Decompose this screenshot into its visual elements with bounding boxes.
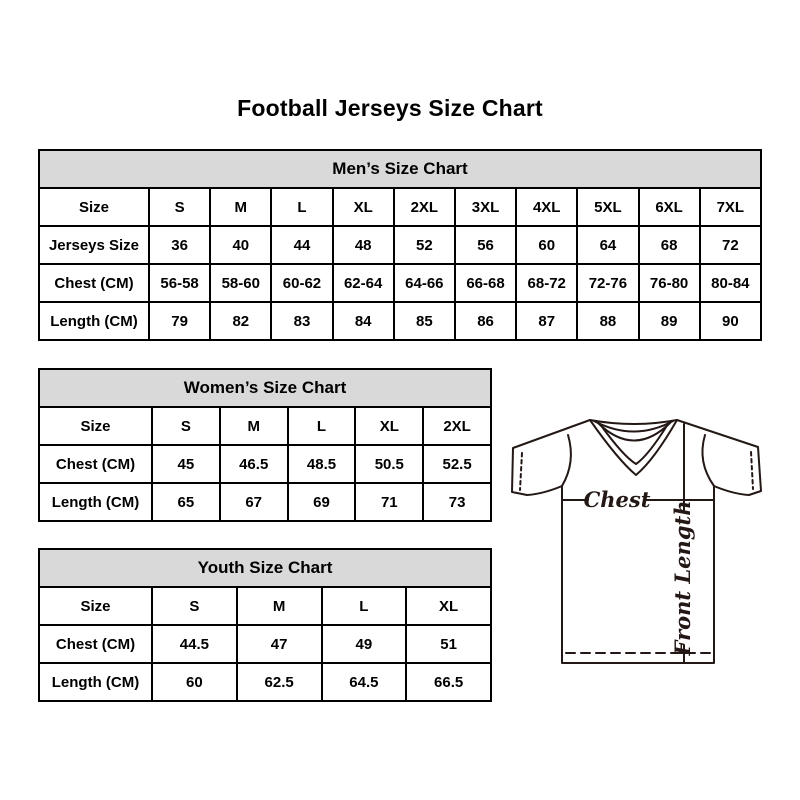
value-cell: 2XL <box>423 407 491 445</box>
value-cell: 68-72 <box>516 264 577 302</box>
row-label-cell: Size <box>39 587 152 625</box>
row-label-cell: Chest (CM) <box>39 445 152 483</box>
value-cell: 51 <box>406 625 491 663</box>
row-label-cell: Length (CM) <box>39 302 149 340</box>
value-cell: 88 <box>577 302 638 340</box>
value-cell: 60-62 <box>271 264 332 302</box>
value-cell: 60 <box>516 226 577 264</box>
value-cell: 69 <box>288 483 356 521</box>
table-row <box>39 188 761 226</box>
value-cell: XL <box>355 407 423 445</box>
value-cell: M <box>220 407 288 445</box>
table-title: Youth Size Chart <box>39 549 491 587</box>
value-cell: 36 <box>149 226 210 264</box>
value-cell: 90 <box>700 302 761 340</box>
page-title: Football Jerseys Size Chart <box>237 95 543 121</box>
value-cell: S <box>152 407 220 445</box>
table-row <box>39 407 491 445</box>
value-cell: 64 <box>577 226 638 264</box>
table-row <box>39 483 491 521</box>
value-cell: 40 <box>210 226 271 264</box>
table-row <box>39 264 761 302</box>
value-cell: 68 <box>639 226 700 264</box>
value-cell: 52.5 <box>423 445 491 483</box>
row-label-cell: Length (CM) <box>39 483 152 521</box>
value-cell: 84 <box>333 302 394 340</box>
value-cell: 56-58 <box>149 264 210 302</box>
value-cell: 79 <box>149 302 210 340</box>
value-cell: 49 <box>322 625 407 663</box>
value-cell: 50.5 <box>355 445 423 483</box>
row-label-cell: Length (CM) <box>39 663 152 701</box>
value-cell: XL <box>406 587 491 625</box>
value-cell: 73 <box>423 483 491 521</box>
jersey-measurement-diagram <box>508 412 768 668</box>
value-cell: 60 <box>152 663 237 701</box>
value-cell: 89 <box>639 302 700 340</box>
value-cell: 64.5 <box>322 663 407 701</box>
value-cell: 76-80 <box>639 264 700 302</box>
value-cell: 85 <box>394 302 455 340</box>
value-cell: 62.5 <box>237 663 322 701</box>
table-row <box>39 587 491 625</box>
value-cell: 6XL <box>639 188 700 226</box>
value-cell: 5XL <box>577 188 638 226</box>
value-cell: 83 <box>271 302 332 340</box>
value-cell: 71 <box>355 483 423 521</box>
value-cell: 66.5 <box>406 663 491 701</box>
value-cell: S <box>152 587 237 625</box>
value-cell: 48 <box>333 226 394 264</box>
value-cell: 82 <box>210 302 271 340</box>
value-cell: L <box>322 587 407 625</box>
value-cell: 46.5 <box>220 445 288 483</box>
value-cell: 45 <box>152 445 220 483</box>
table-row <box>39 226 761 264</box>
value-cell: 62-64 <box>333 264 394 302</box>
value-cell: 65 <box>152 483 220 521</box>
value-cell: 80-84 <box>700 264 761 302</box>
value-cell: 72 <box>700 226 761 264</box>
front-length-label: Front Length <box>670 500 695 656</box>
value-cell: 52 <box>394 226 455 264</box>
value-cell: M <box>237 587 322 625</box>
value-cell: 47 <box>237 625 322 663</box>
row-label-cell: Chest (CM) <box>39 264 149 302</box>
row-label-cell: Size <box>39 188 149 226</box>
row-label-cell: Size <box>39 407 152 445</box>
row-label-cell: Jerseys Size <box>39 226 149 264</box>
table-row <box>39 663 491 701</box>
value-cell: 48.5 <box>288 445 356 483</box>
youth-size-table <box>38 548 492 702</box>
value-cell: 56 <box>455 226 516 264</box>
value-cell: M <box>210 188 271 226</box>
value-cell: 87 <box>516 302 577 340</box>
value-cell: 86 <box>455 302 516 340</box>
table-row <box>39 445 491 483</box>
table-row <box>39 302 761 340</box>
table-title: Men’s Size Chart <box>39 150 761 188</box>
value-cell: 72-76 <box>577 264 638 302</box>
value-cell: 7XL <box>700 188 761 226</box>
womens-size-table <box>38 368 492 522</box>
mens-size-table <box>38 149 762 341</box>
chest-label: Chest <box>583 487 651 512</box>
jersey-outline <box>512 420 761 663</box>
value-cell: 66-68 <box>455 264 516 302</box>
row-label-cell: Chest (CM) <box>39 625 152 663</box>
value-cell: 3XL <box>455 188 516 226</box>
value-cell: L <box>288 407 356 445</box>
value-cell: 64-66 <box>394 264 455 302</box>
value-cell: S <box>149 188 210 226</box>
value-cell: 4XL <box>516 188 577 226</box>
value-cell: 44 <box>271 226 332 264</box>
value-cell: 44.5 <box>152 625 237 663</box>
value-cell: 2XL <box>394 188 455 226</box>
table-row <box>39 625 491 663</box>
value-cell: L <box>271 188 332 226</box>
value-cell: 67 <box>220 483 288 521</box>
table-title: Women’s Size Chart <box>39 369 491 407</box>
value-cell: 58-60 <box>210 264 271 302</box>
value-cell: XL <box>333 188 394 226</box>
